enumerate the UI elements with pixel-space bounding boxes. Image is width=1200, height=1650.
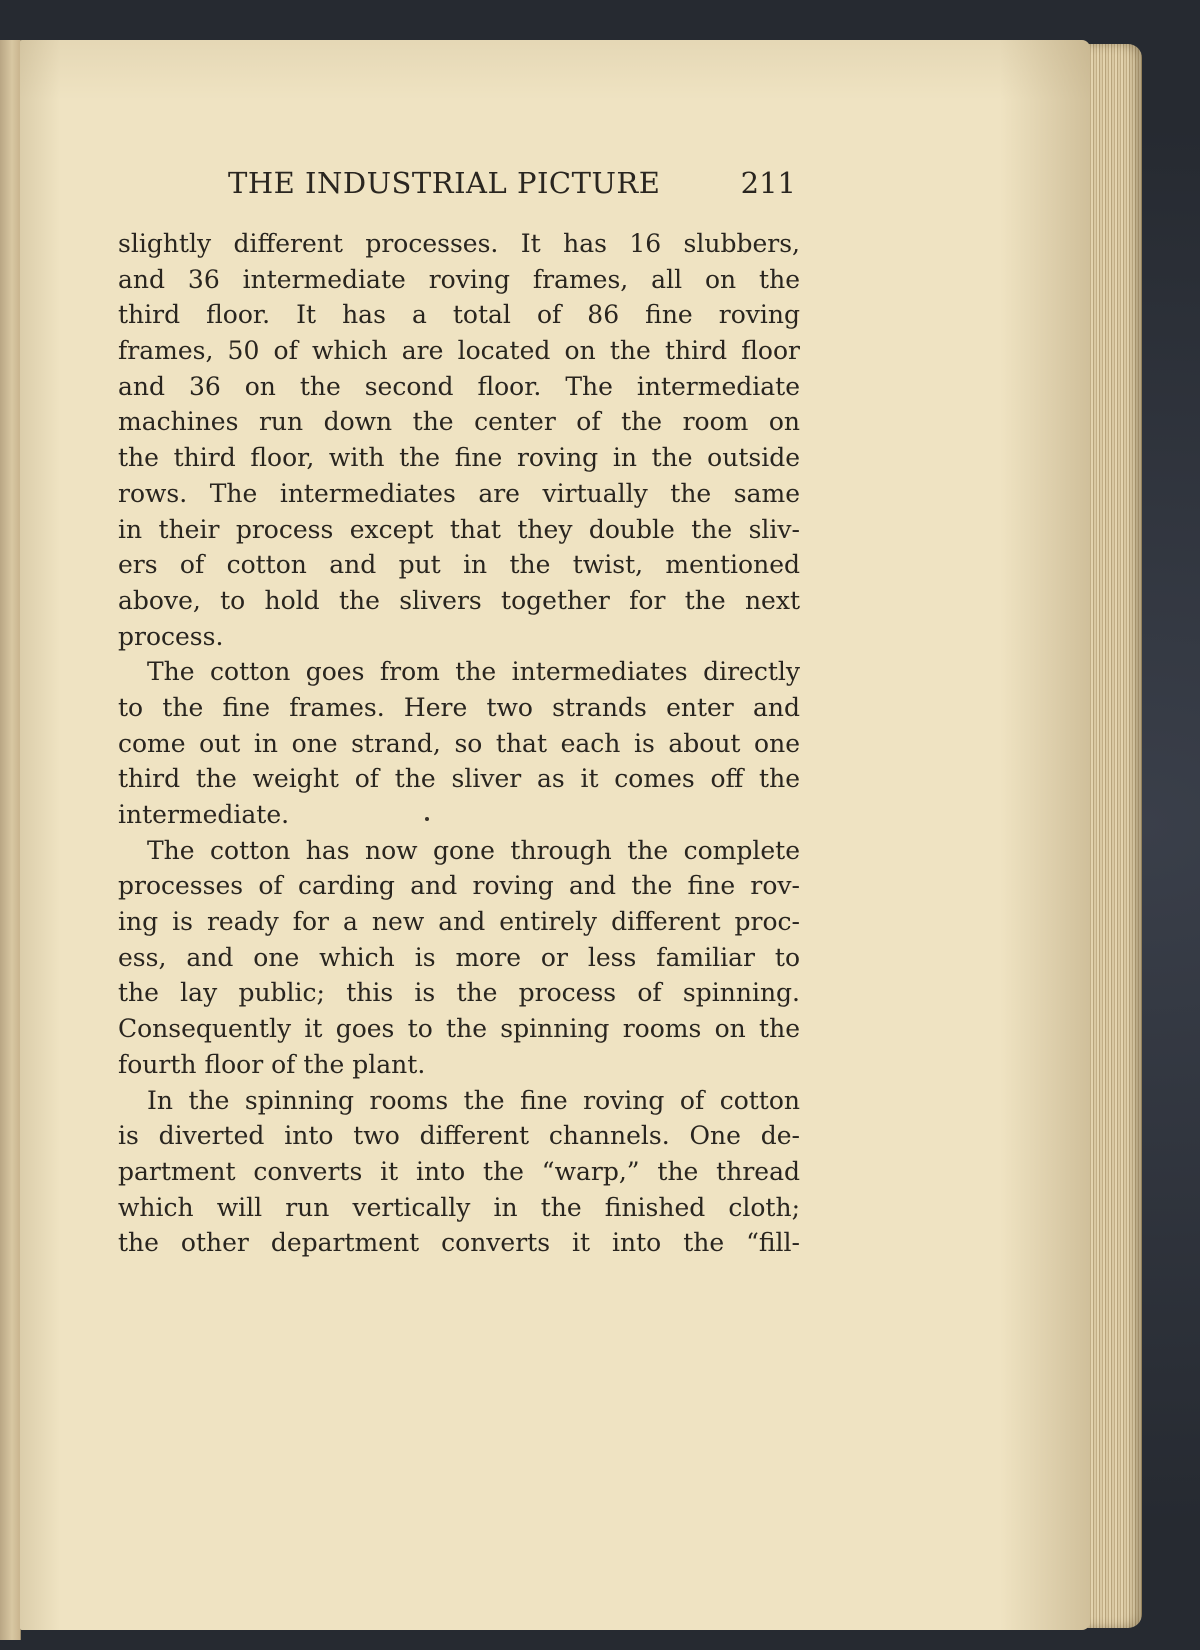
body-text — [118, 226, 800, 1261]
text-line: ing is ready for a new and entirely different proc- — [118, 907, 800, 937]
previous-page-edge — [0, 40, 21, 1640]
text-line: The cotton goes from the intermediates directly — [147, 657, 800, 687]
page-header — [118, 160, 800, 206]
ink-speck — [425, 817, 429, 821]
page-number: 211 — [740, 166, 796, 200]
text-line: rows. The intermediates are virtually the same — [118, 478, 800, 508]
text-line: come out in one strand, so that each is about one — [118, 728, 800, 758]
text-line: the lay public; this is the process of spinning. — [118, 978, 800, 1008]
text-line: and 36 on the second floor. The intermediate — [118, 371, 800, 401]
running-head: THE INDUSTRIAL PICTURE — [228, 166, 661, 200]
text-line: partment converts it into the “warp,” the thread — [118, 1156, 800, 1186]
text-line: frames, 50 of which are located on the third floor — [118, 336, 800, 366]
text-line: the third floor, with the fine roving in the outside — [118, 443, 800, 473]
text-line: above, to hold the slivers together for the next — [118, 585, 800, 615]
text-line: the other department converts it into the “fill- — [118, 1228, 800, 1258]
text-line: ess, and one which is more or less familiar to — [118, 942, 800, 972]
text-line: The cotton has now gone through the complete — [147, 835, 800, 865]
text-line: which will run vertically in the finished cloth; — [118, 1192, 800, 1222]
text-line: fourth floor of the plant. — [118, 1049, 426, 1079]
text-line: to the fine frames. Here two strands enter and — [118, 692, 800, 722]
text-line: machines run down the center of the room on — [118, 407, 800, 437]
text-line: third floor. It has a total of 86 fine roving — [118, 300, 800, 330]
text-line: third the weight of the sliver as it comes off the — [118, 764, 800, 794]
text-line: In the spinning rooms the fine roving of cotton — [147, 1085, 800, 1115]
text-line: process. — [118, 621, 224, 651]
text-line: intermediate. — [118, 800, 290, 829]
text-line: slightly different processes. It has 16 slubbers, — [118, 229, 800, 258]
text-line: in their process except that they double the sliv- — [118, 514, 800, 544]
text-line: processes of carding and roving and the fine rov- — [118, 871, 800, 901]
text-line: ers of cotton and put in the twist, mentioned — [118, 550, 800, 580]
text-line: is diverted into two different channels. One de- — [118, 1121, 800, 1151]
text-line: and 36 intermediate roving frames, all on the — [118, 264, 800, 294]
text-line: Consequently it goes to the spinning rooms on the — [118, 1014, 800, 1044]
